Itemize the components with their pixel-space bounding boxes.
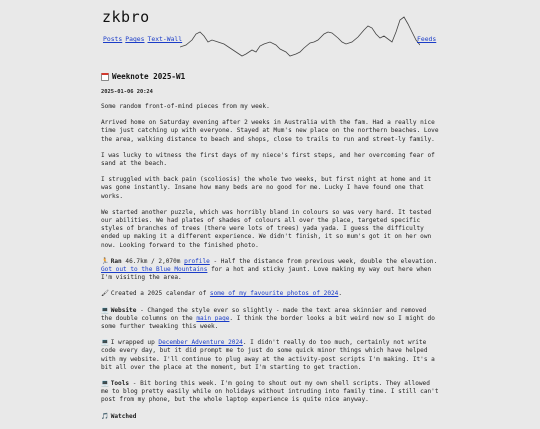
website-label: Website <box>110 306 137 314</box>
ran-label: Ran <box>110 257 122 265</box>
nav-feeds-link[interactable]: Feeds <box>417 35 437 43</box>
favourite-photos-link[interactable]: some of my favourite photos of 2024 <box>209 290 339 298</box>
nav-right <box>417 35 436 43</box>
nav-menu <box>103 35 185 43</box>
post-paragraph-2: I was lucky to witness the first days of my niece's first steps, and her overcoming fear of sand at the beach. <box>101 151 435 168</box>
december-text-2: . I didn't really do too much, certainly not write code every day, but it did prompt me to just do some quick minor things which have helped with my website. I'll continue to plug away at the activity-post scripts I'm making. It's a bit all over the place at the moment, but I'm starting to get traction. <box>101 339 435 371</box>
runner-icon: 🏃 <box>101 257 109 265</box>
calendar-icon <box>101 73 109 81</box>
website-text-1: - Changed the style ever so slightly - made the text area skinnier and removed the double columns on the <box>101 306 427 322</box>
nav-textwall-link[interactable]: Text-Wall <box>147 35 183 43</box>
post-paragraph-3: I struggled with back pain (scoliosis) the whole two weeks, but first night at home and it was gone instantly. Insane how many beds are no good for me. Lucky I have found one that works. <box>101 176 432 200</box>
post-title <box>101 72 439 81</box>
post-title-text: Weeknote 2025-W1 <box>112 72 186 81</box>
tools-text: - Bit boring this week. I'm going to shout out my own shell scripts. They allowed me to blog pretty easily while on holidays without intruding into family time. I still can't post from my phone, but the whole laptop experience is quite nice anyway. <box>101 380 439 404</box>
site-title[interactable]: zkbro <box>102 8 150 26</box>
nav-posts-link[interactable]: Posts <box>103 35 123 43</box>
post-ran-paragraph <box>101 258 439 283</box>
music-icon: 🎵 <box>101 412 109 420</box>
post-intro: Some random front-of-mind pieces from my week. <box>101 103 270 110</box>
december-text-1: I wrapped up <box>110 339 159 347</box>
post-calendar-paragraph <box>101 290 439 298</box>
website-text-2: . I think the border looks a bit weird now so I might do some further tweaking this week. <box>101 314 435 331</box>
main-page-link[interactable]: main page <box>196 314 230 322</box>
laptop-icon: 💻 <box>101 380 109 388</box>
post-last-paragraph <box>101 413 439 421</box>
blue-mountains-link[interactable]: Got out to the Blue Mountains <box>101 266 208 274</box>
post-paragraph-4: We started another puzzle, which was horribly bland in colours so was very hard. It tested our abilities. We had plates of shades of colours all over the place, targeted specific styles of branches of trees (there were lots of trees) yada yada. I guess the difficulty ended up making it a different experience. We didn't finish, it so mum's got it on her own now. Looking forward to the finished photo. <box>101 208 432 249</box>
post-website-paragraph <box>101 307 439 332</box>
last-text: Watched <box>110 412 137 420</box>
calendar-text-2: . <box>338 290 342 298</box>
mountain-ridge-illustration <box>180 12 420 62</box>
laptop-icon: 💻 <box>101 306 109 314</box>
december-adventure-link[interactable]: December Adventure 2024 <box>158 339 243 347</box>
post-paragraph-1: Arrived home on Saturday evening after 2 weeks in Australia with the fam. Had a really nice time just catching up with everyone. Stayed at Mum's new place on the northern beaches. Love the area, walking distance to beach and shops, close to trails to run and street-ly family. <box>101 119 439 143</box>
calendar-text-1: Created a 2025 calendar of <box>110 290 210 298</box>
laptop-icon: 💻 <box>101 339 109 347</box>
post-tools-paragraph <box>101 380 439 405</box>
tools-label: Tools <box>110 380 130 388</box>
nav-pages-link[interactable]: Pages <box>125 35 145 43</box>
paintbrush-icon: 🖌 <box>101 290 109 298</box>
post-december-paragraph <box>101 339 439 372</box>
post-date: 2025-01-06 20:24 <box>101 89 153 95</box>
article <box>101 72 439 429</box>
ran-stats: 46.7km / 2,070m <box>125 257 181 265</box>
profile-link[interactable]: profile <box>184 257 210 265</box>
ran-text-2: for a hot and sticky jaunt. Love making my way out here when I'm visiting the area. <box>101 266 432 282</box>
ran-text-1: - Half the distance from previous week, double the elevation. <box>209 257 438 265</box>
